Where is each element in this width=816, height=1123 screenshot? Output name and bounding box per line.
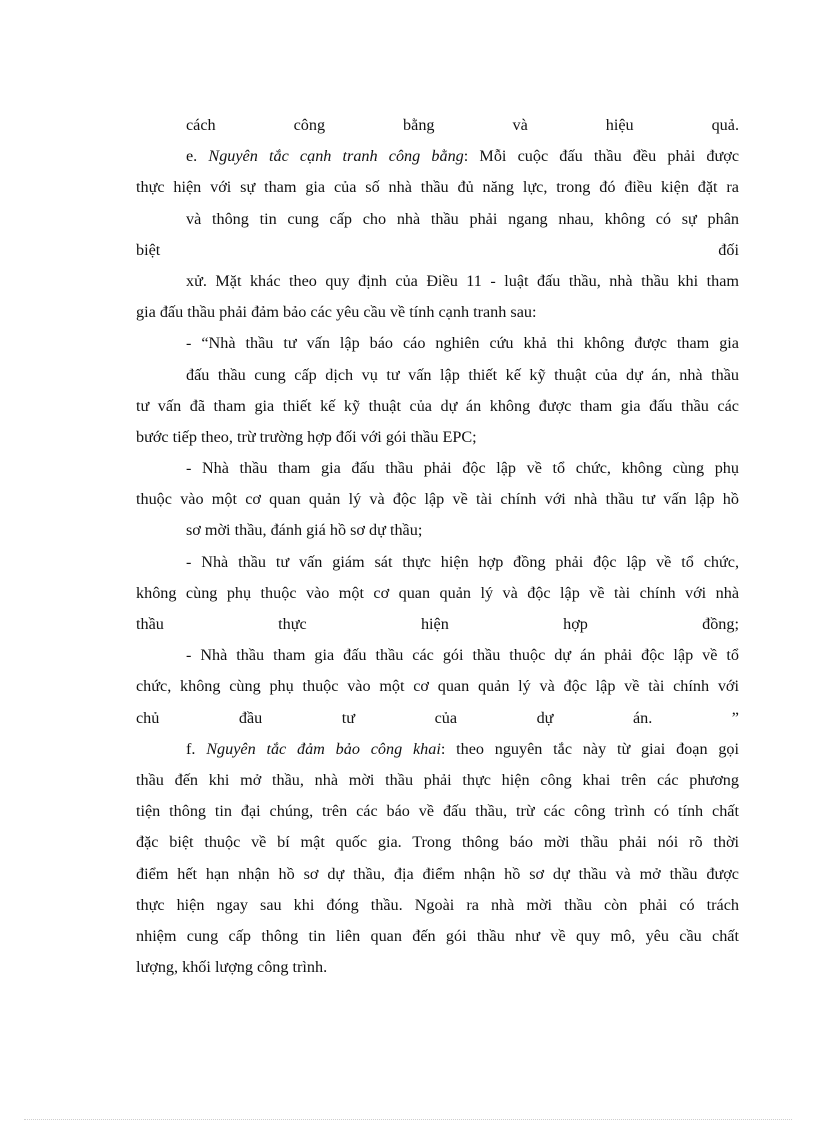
text-line-content: đấu thầu cung cấp dịch vụ tư vấn lập thiết kế kỹ thuật của dự án, nhà thầu — [186, 365, 739, 384]
text-line-content: thầu thực hiện hợp đồng; — [136, 615, 739, 633]
text-line — [136, 640, 739, 671]
text-line — [136, 235, 739, 266]
text-line-content: chủ đầu tư của dự án. ” — [136, 708, 739, 727]
text-line — [136, 734, 739, 765]
text-line-content: tiện thông tin đại chúng, trên các báo về đấu thầu, trừ các công trình có tính chất — [136, 802, 739, 821]
text-line — [136, 921, 739, 952]
text-line — [136, 266, 739, 297]
page-bottom-rule — [24, 1119, 792, 1120]
text-line — [136, 297, 739, 328]
text-line-content: thực hiện với sự tham gia của số nhà thầu đủ năng lực, trong đó điều kiện đặt ra — [136, 178, 739, 197]
text-line — [136, 453, 739, 484]
text-line — [136, 859, 739, 890]
text-line — [136, 952, 739, 983]
text-line-content: lượng, khối lượng công trình. — [136, 958, 328, 977]
text-line — [136, 609, 739, 640]
text-line — [136, 671, 739, 702]
clause-heading: Nguyên tắc đảm bảo công khai — [206, 739, 441, 758]
text-line-content: - “Nhà thầu tư vấn lập báo cáo nghiên cứu khả thi không được tham gia — [186, 334, 739, 353]
text-line — [136, 204, 739, 235]
text-line — [136, 578, 739, 609]
text-line-content: cách công bằng và hiệu quả. — [186, 116, 739, 134]
text-line — [136, 765, 739, 796]
text-line — [136, 328, 739, 359]
clause-marker: f. — [186, 739, 207, 758]
clause-heading: Nguyên tắc cạnh tranh công bằng — [208, 147, 464, 166]
text-line-content: - Nhà thầu tư vấn giám sát thực hiện hợp đồng phải độc lập về tổ chức, — [186, 552, 739, 571]
text-line-content: thuộc vào một cơ quan quản lý và độc lập về tài chính với nhà thầu tư vấn lập hồ — [136, 490, 739, 509]
text-line-content: tư vấn đã tham gia thiết kế kỹ thuật của dự án không được tham gia đấu thầu các — [136, 396, 739, 415]
text-line-content: và thông tin cung cấp cho nhà thầu phải ngang nhau, không có sự phân — [186, 209, 739, 228]
text-line — [136, 391, 739, 422]
text-line-content: điểm hết hạn nhận hồ sơ dự thầu, địa điểm nhận hồ sơ dự thầu và mở thầu được — [136, 864, 739, 883]
document-body — [136, 110, 739, 983]
text-line-content: xử. Mặt khác theo quy định của Điều 11 - luật đấu thầu, nhà thầu khi tham — [186, 271, 739, 290]
text-line-content — [186, 740, 739, 758]
text-line-content: không cùng phụ thuộc vào một cơ quan quản lý và độc lập về tài chính với nhà — [136, 583, 739, 602]
text-line — [136, 360, 739, 391]
text-line-content: thực hiện ngay sau khi đóng thầu. Ngoài ra nhà mời thầu còn phải có trách — [136, 895, 739, 914]
text-line — [136, 484, 739, 515]
clause-marker: e. — [186, 147, 209, 166]
text-line-content: thầu đến khi mở thầu, nhà mời thầu phải thực hiện công khai trên các phương — [136, 770, 739, 789]
text-line-content: bước tiếp theo, trừ trường hợp đối với gói thầu EPC; — [136, 427, 477, 446]
text-line — [136, 547, 739, 578]
clause-text: : theo nguyên tắc này từ giai đoạn gọi — [440, 739, 739, 758]
text-line — [136, 703, 739, 734]
text-line-content: nhiệm cung cấp thông tin liên quan đến gói thầu như về quy mô, yêu cầu chất — [136, 926, 739, 945]
text-line — [136, 172, 739, 203]
text-line-content: - Nhà thầu tham gia đấu thầu các gói thầu thuộc dự án phải độc lập về tổ — [186, 646, 739, 665]
text-line-content: đặc biệt thuộc về bí mật quốc gia. Trong thông báo mời thầu phải nói rõ thời — [136, 833, 739, 852]
text-line-content: - Nhà thầu tham gia đấu thầu phải độc lập về tổ chức, không cùng phụ — [186, 459, 739, 478]
text-line-content: gia đấu thầu phải đảm bảo các yêu cầu về tính cạnh tranh sau: — [136, 303, 537, 322]
text-line-content: sơ mời thầu, đánh giá hồ sơ dự thầu; — [186, 521, 423, 540]
text-line-content: chức, không cùng phụ thuộc vào một cơ quan quản lý và độc lập về tài chính với — [136, 677, 739, 696]
text-line — [136, 827, 739, 858]
clause-text: : Mỗi cuộc đấu thầu đều phải được — [463, 147, 739, 166]
text-line — [136, 110, 739, 141]
text-line — [136, 890, 739, 921]
text-line — [136, 515, 739, 546]
text-line — [136, 796, 739, 827]
text-line — [136, 141, 739, 172]
text-line-content — [186, 147, 739, 165]
text-line — [136, 422, 739, 453]
text-line-content: biệt đối — [136, 240, 739, 259]
